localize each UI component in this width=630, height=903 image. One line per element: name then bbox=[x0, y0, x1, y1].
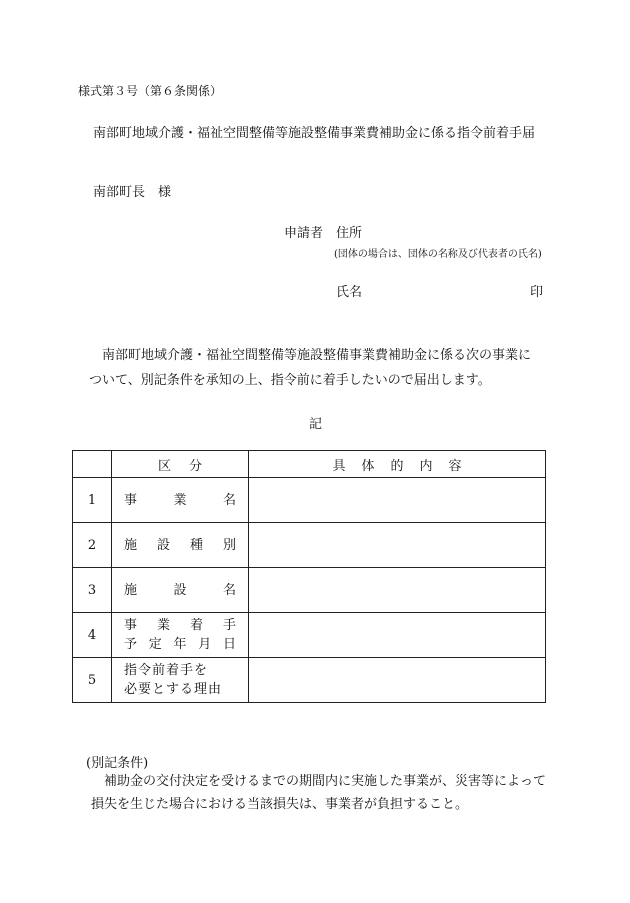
row-number: 4 bbox=[73, 613, 112, 658]
header-number-cell bbox=[73, 451, 112, 478]
table-row bbox=[73, 658, 546, 703]
row-number: 3 bbox=[73, 568, 112, 613]
document-title: 南部町地域介護・福祉空間整備等施設整備事業費補助金に係る指令前着手届 bbox=[93, 126, 536, 141]
organization-note: (団体の場合は、団体の名称及び代表者の氏名) bbox=[334, 249, 542, 260]
row-detail[interactable] bbox=[249, 613, 546, 658]
row-category-line-1: 指令前着手を bbox=[124, 663, 209, 678]
special-line-2: 損失を生じた場合における当該損失は、事業者が負担すること。 bbox=[91, 797, 469, 812]
row-category bbox=[112, 658, 249, 703]
header-detail: 具体的内容 bbox=[249, 451, 546, 478]
row-category: 施設名 bbox=[112, 568, 249, 613]
body-line-1: 南部町地域介護・福祉空間整備等施設整備事業費補助金に係る次の事業に bbox=[89, 348, 532, 363]
row-detail[interactable] bbox=[249, 568, 546, 613]
row-number: 1 bbox=[73, 478, 112, 523]
addressee: 南部町長 様 bbox=[93, 185, 172, 200]
row-number: 5 bbox=[73, 658, 112, 703]
row-detail[interactable] bbox=[249, 523, 546, 568]
name-label: 氏名 bbox=[336, 285, 363, 300]
special-conditions-text bbox=[91, 770, 561, 816]
table-row bbox=[73, 478, 546, 523]
row-category-line-2: 必要とする理由 bbox=[124, 682, 223, 697]
table-row bbox=[73, 523, 546, 568]
row-detail[interactable] bbox=[249, 658, 546, 703]
row-category bbox=[112, 613, 249, 658]
special-line-1: 補助金の交付決定を受けるまでの期間内に実施した事業が、災害等によって bbox=[91, 774, 547, 789]
address-label: 住所 bbox=[336, 226, 363, 241]
items-table bbox=[72, 450, 546, 703]
row-detail[interactable] bbox=[249, 478, 546, 523]
notification-body bbox=[89, 343, 569, 393]
row-category: 事業名 bbox=[112, 478, 249, 523]
row-number: 2 bbox=[73, 523, 112, 568]
row-category-line-2: 予定年月日 bbox=[124, 637, 236, 652]
table-header-row bbox=[73, 451, 546, 478]
applicant-label: 申請者 bbox=[284, 226, 324, 241]
table-row bbox=[73, 613, 546, 658]
body-line-2: ついて、別記条件を承知の上、指令前に着手したいので届出します。 bbox=[89, 373, 491, 388]
table-row bbox=[73, 568, 546, 613]
row-category-line-1: 事業着手 bbox=[124, 618, 236, 633]
header-category: 区分 bbox=[112, 451, 249, 478]
ki-label: 記 bbox=[309, 417, 323, 432]
seal-label: 印 bbox=[530, 285, 544, 300]
form-number: 様式第３号（第６条関係） bbox=[78, 84, 223, 98]
special-conditions-heading: (別記条件) bbox=[86, 756, 149, 771]
row-category: 施設種別 bbox=[112, 523, 249, 568]
